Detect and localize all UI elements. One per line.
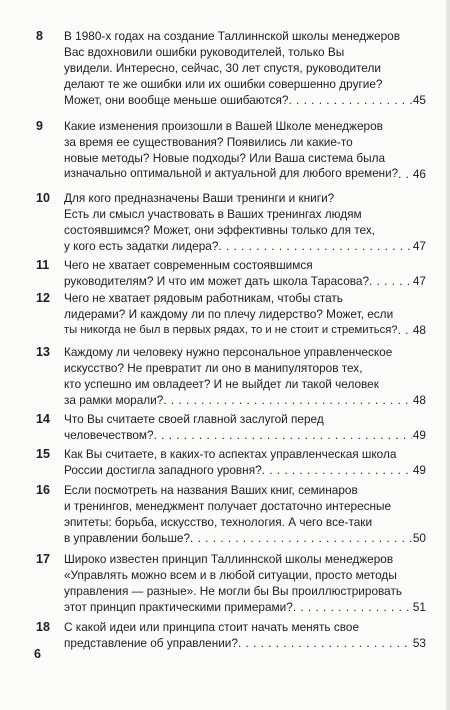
dot-leader: [218, 238, 411, 254]
page-ref: 47: [412, 274, 426, 288]
entry-number: 17: [36, 552, 50, 566]
page-edge-shadow: [446, 0, 450, 710]
page-ref: 45: [412, 93, 426, 107]
page-ref: 48: [412, 393, 426, 407]
dot-leader: [163, 392, 412, 408]
dot-leader: [238, 635, 412, 651]
entry-number: 12: [36, 291, 50, 305]
entry-number: 18: [36, 620, 50, 634]
entry-number: 9: [36, 119, 43, 133]
dot-leader: [154, 427, 412, 443]
page-ref: 48: [412, 323, 426, 337]
dot-leader: [262, 462, 412, 478]
dot-leader: [398, 322, 412, 338]
dot-leader: [369, 273, 412, 289]
page-ref: 49: [412, 428, 426, 442]
page-ref: 46: [412, 167, 426, 181]
entry-text: Широко известен принцип Таллиннской школы менеджеров «Управлять можно всем и в любой ситуации, просто методы управления — разные». Не могли бы Вы проиллюстрировать этот принцип практическими примерами? . . . 51: [64, 551, 426, 615]
entry-number: 11: [36, 258, 50, 272]
dot-leader: [288, 92, 411, 108]
dot-leader: [398, 166, 412, 182]
entry-number: 16: [36, 483, 50, 497]
page-ref: 51: [412, 600, 426, 614]
entry-number: 8: [36, 29, 43, 43]
page-ref: 47: [412, 239, 426, 253]
entry-text: Чего не хватает рядовым работникам, чтобы стать лидерами? И каждому ли по плечу лидерство? Может, если ты никогда не был в первых рядах, то и не стоит и стремиться? . . . 48: [64, 290, 426, 338]
entry-text: Если посмотреть на названия Ваших книг, семинаров и тренингов, менеджмент получает достаточно интересные эпитеты: борьба, искусство, технология. А чего все-таки в управлении больше? . . . 50: [64, 482, 426, 546]
entry-number: 15: [36, 447, 50, 461]
entry-text: Чего не хватает современным состоявшимся руководителям? И что им может дать школа Тарасова? . . . 47: [64, 257, 426, 289]
entry-text: Что Вы считаете своей главной заслугой перед человечеством? . . . 49: [64, 411, 426, 443]
entry-number: 14: [36, 412, 50, 426]
entry-text: В 1980-х годах на создание Таллиннской школы менеджеров Вас вдохновили ошибки руководителей, только Вы увидели. Интересно, сейчас, 30 лет спустя, руководители делают те же ошибки или их ошибки совершенно другие? Может, они вообще меньше ошибаются? . . . 45: [64, 28, 426, 108]
page-ref: 50: [412, 531, 426, 545]
entry-number: 10: [36, 191, 50, 205]
entry-text: С какой идеи или принципа стоит начать менять свое представление об управлении? . . . 53: [64, 619, 426, 651]
entry-text: Для кого предназначены Ваши тренинги и книги? Есть ли смысл участвовать в Ваших тренингах людям состоявшимся? Может, они эффективны только для тех, у кого есть задатки лидера? . . . 47: [64, 190, 426, 254]
page-ref: 53: [412, 636, 426, 650]
page-ref: 49: [412, 463, 426, 477]
page-number: 6: [34, 647, 41, 661]
dot-leader: [293, 599, 412, 615]
entry-number: 13: [36, 345, 50, 359]
entry-text: Каждому ли человеку нужно персональное управленческое искусство? Не превратит ли оно в манипуляторов тех, кто успешно им овладеет? И не выйдет ли такой человек за рамки морали? . . . 48: [64, 344, 426, 408]
entry-text: Какие изменения произошли в Вашей Школе менеджеров за время ее существования? Появились ли какие-то новые методы? Новые подходы? Или Ваша система была изначально оптимальной и актуальной для любого времени? . . . 46: [64, 118, 426, 182]
entry-text: Как Вы считаете, в каких-то аспектах управленческая школа России достигла западного уровня? . . . 49: [64, 446, 426, 478]
dot-leader: [190, 530, 412, 546]
